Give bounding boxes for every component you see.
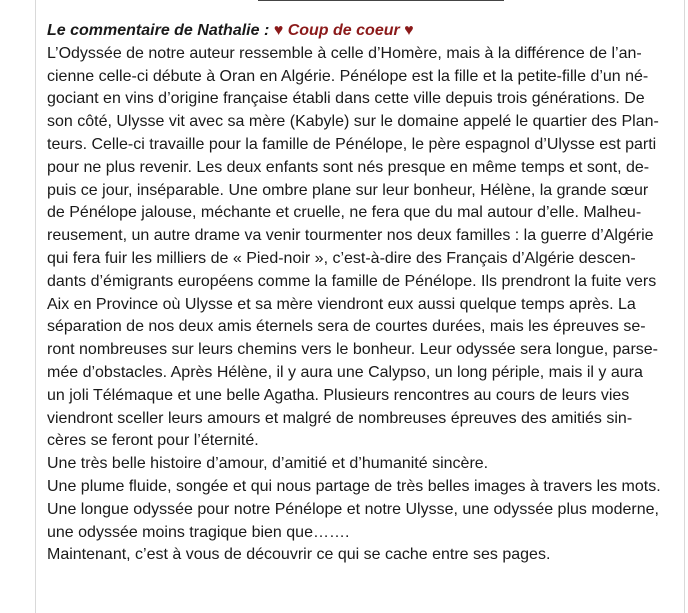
text-line: reusement, un autre drame va venir tourmenter nos deux familles : la guerre d’Algérie (47, 227, 654, 245)
left-border (35, 0, 36, 613)
right-border (684, 0, 685, 613)
heart-icon: ♥ (404, 22, 414, 39)
heart-icon: ♥ (273, 22, 284, 39)
comment-title: Le commentaire de Nathalie : (47, 22, 270, 39)
text-line: Aix en Province où Ulysse et sa mère viendront eux aussi quelque temps après. La (47, 295, 636, 313)
text-line: L’Odyssée de notre auteur ressemble à celle d’Homère, mais à la différence de l’an- (47, 44, 642, 62)
text-line: Une longue odyssée pour notre Pénélope et notre Ulysse, une odyssée plus moderne, (47, 500, 659, 518)
review-article (47, 20, 677, 567)
text-line: une odyssée moins tragique bien que……. (47, 523, 350, 541)
text-line: son côté, Ulysse vit avec sa mère (Kabyle) sur le domaine appelé le quartier des Plan- (47, 113, 659, 131)
text-line: puis ce jour, inséparable. Une ombre plane sur leur bonheur, Hélène, la grande sœur (47, 181, 649, 199)
text-line: un joli Télémaque et une belle Agatha. Plusieurs rencontres au cours de leurs vies (47, 386, 630, 404)
text-line: pour ne plus revenir. Les deux enfants sont nés presque en même temps et sont, de- (47, 158, 650, 176)
text-line: Une plume fluide, songée et qui nous partage de très belles images à travers les mots. (47, 477, 661, 495)
text-line: teurs. Celle-ci travaille pour la famille de Pénélope, le père espagnol d’Ulysse est parti (47, 135, 657, 153)
text-line: ront nombreuses sur leurs chemins vers le bonheur. Leur odyssée sera longue, parse- (47, 341, 658, 359)
text-line: de Pénélope jalouse, méchante et cruelle, ne fera que du mal autour d’elle. Malheu- (47, 204, 642, 222)
text-line: cienne celle-ci débute à Oran en Algérie. Pénélope est la fille et la petite-fille d’un né- (47, 67, 649, 85)
text-line: viendront sceller leurs amours et malgré de nombreuses épreuves des amitiés sin- (47, 409, 633, 427)
text-line: dants d’émigrants européens comme la famille de Pénélope. Ils prendront la fuite vers (47, 272, 657, 290)
text-line: Une très belle histoire d’amour, d’amitié et d’humanité sincère. (47, 455, 489, 473)
text-line: Maintenant, c’est à vous de découvrir ce qui se cache entre ses pages. (47, 546, 551, 564)
top-divider (258, 0, 504, 1)
text-line: gociant en vins d’origine française établi dans cette ville depuis trois générations. De (47, 90, 645, 108)
comment-heading (47, 20, 677, 43)
text-line: qui fera fuir les milliers de « Pied-noir », c’est-à-dire des Français d’Algérie descen- (47, 249, 636, 267)
favorite-label: Coup de coeur (287, 22, 400, 39)
text-line: mée d’obstacles. Après Hélène, il y aura une Calypso, un long périple, mais il y aura (47, 363, 643, 381)
text-line: séparation de nos deux amis éternels sera de courtes durées, mais les épreuves se- (47, 318, 646, 336)
text-line: cères se feront pour l’éternité. (47, 432, 259, 450)
